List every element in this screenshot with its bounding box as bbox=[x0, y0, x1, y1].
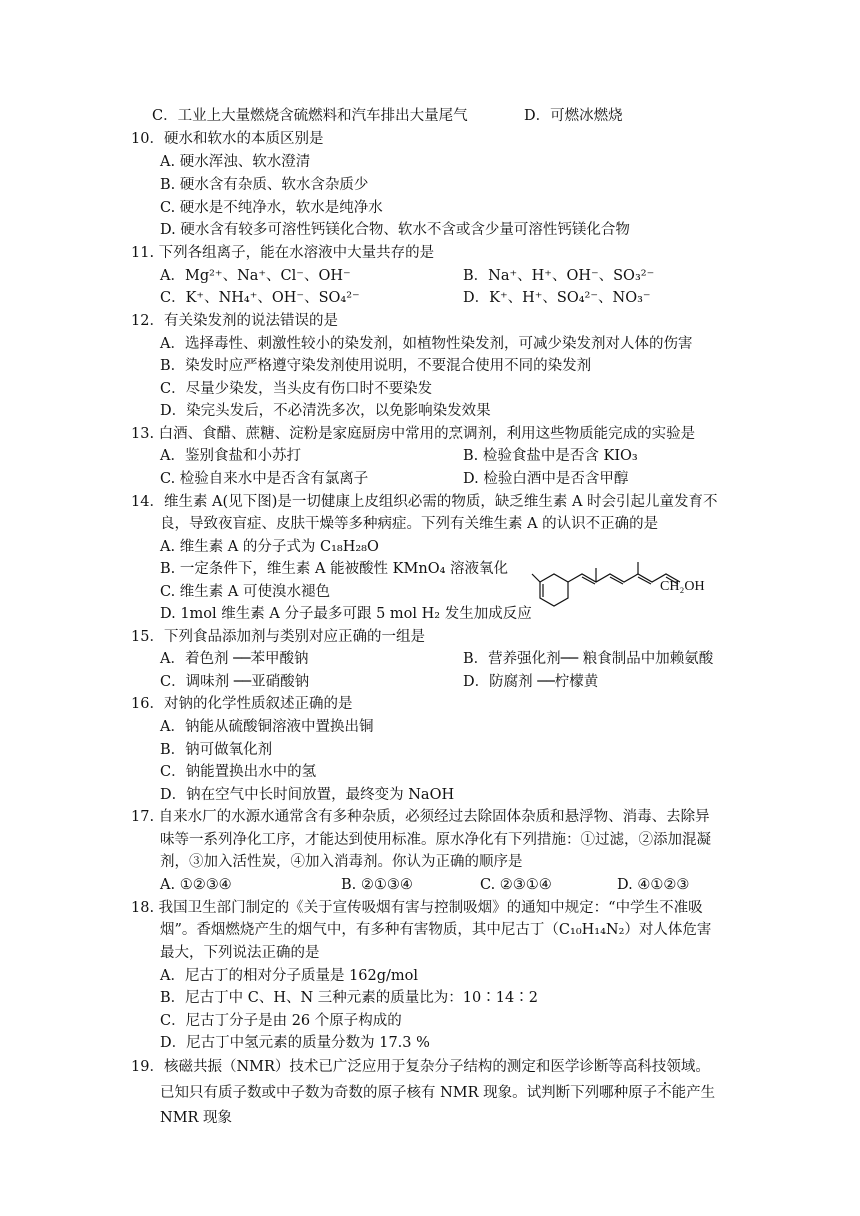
q13-option-c: C. 检验自来水中是否含有氯离子 bbox=[160, 471, 369, 487]
q16-option-d: D．钠在空气中长时间放置，最终变为 NaOH bbox=[160, 787, 455, 803]
q15-option-a: A．着色剂 ──苯甲酸钠 bbox=[160, 651, 309, 667]
cyclohexene-ring bbox=[540, 574, 568, 606]
q14-option-b: B. 一定条件下，维生素 A 能被酸性 KMnO₄ 溶液氧化 bbox=[160, 561, 508, 577]
q13-stem: 13. 白酒、食醋、蔗糖、淀粉是家庭厨房中常用的烹调剂，利用这些物质能完成的实验是 bbox=[131, 426, 696, 442]
q14-option-a: A. 维生素 A 的分子式为 C₁₈H₂₈O bbox=[160, 539, 379, 555]
q16-option-b: B．钠可做氧化剂 bbox=[160, 742, 273, 758]
q18-stem-line1: 18. 我国卫生部门制定的《关于宣传吸烟有害与控制吸烟》的通知中规定：“中学生不准吸 bbox=[131, 900, 703, 916]
q18-stem-line3: 最大，下列说法正确的是 bbox=[160, 945, 320, 961]
q10-option-b: B. 硬水含有杂质、软水含杂质少 bbox=[160, 177, 369, 193]
q17-option-d: D. ④①②③ bbox=[617, 877, 690, 893]
q17-option-b: B. ②①③④ bbox=[341, 877, 413, 893]
q13-option-d: D. 检验白酒中是否含甲醇 bbox=[463, 471, 629, 487]
q14-stem-line1: 14．维生素 A(见下图)是一切健康上皮组织必需的物质，缺乏维生素 A 时会引起儿童发育不 bbox=[131, 494, 718, 510]
q17-stem-line1: 17. 自来水厂的水源水通常含有多种杂质，必须经过去除固体杂质和悬浮物、消毒、去除异 bbox=[131, 809, 710, 825]
q11-option-b: B．Na⁺、H⁺、OH⁻、SO₃²⁻ bbox=[463, 268, 655, 284]
q11-option-c: C．K⁺、NH₄⁺、OH⁻、SO₄²⁻ bbox=[160, 290, 360, 306]
q12-option-a: A．选择毒性、刺激性较小的染发剂，如植物性染发剂，可减少染发剂对人体的伤害 bbox=[160, 336, 693, 352]
q9-option-c: C．工业上大量燃烧含硫燃料和汽车排出大量尾气 bbox=[152, 108, 468, 124]
q12-option-c: C．尽量少染发，当头皮有伤口时不要染发 bbox=[160, 381, 433, 397]
q19-stem-line1: 19．核磁共振（NMR）技术已广泛应用于复杂分子结构的测定和医学诊断等高科技领域。 bbox=[131, 1059, 710, 1075]
q11-option-a: A．Mg²⁺、Na⁺、Cl⁻、OH⁻ bbox=[160, 268, 351, 284]
q13-option-a: A．鉴别食盐和小苏打 bbox=[160, 448, 301, 464]
q16-stem: 16．对钠的化学性质叙述正确的是 bbox=[131, 696, 353, 712]
ch2oh-label: CH₂OH bbox=[660, 579, 705, 594]
q13-option-b: B. 检验食盐中是否含 KIO₃ bbox=[463, 448, 638, 464]
q14-option-c: C. 维生素 A 可使溴水褪色 bbox=[160, 584, 330, 600]
q19-stem-line2 bbox=[160, 1083, 715, 1103]
q9-option-d: D．可燃冰燃烧 bbox=[524, 108, 623, 124]
q17-stem-line2: 味等一系列净化工序，才能达到使用标准。原水净化有下列措施：①过滤，②添加混凝 bbox=[160, 832, 711, 848]
q10-option-d: D. 硬水含有较多可溶性钙镁化合物、软水不含或含少量可溶性钙镁化合物 bbox=[160, 222, 630, 238]
q19-stem-line2-start: 已知只有质子数或中子数为奇数的原子核有 NMR 现象。试判断下列哪种原子 bbox=[160, 1085, 658, 1101]
q15-option-d: D．防腐剂 ──柠檬黄 bbox=[463, 674, 599, 690]
q16-option-a: A．钠能从硫酸铜溶液中置换出铜 bbox=[160, 719, 374, 735]
q17-option-a: A. ①②③④ bbox=[160, 877, 232, 893]
q19-stem-line3: NMR 现象 bbox=[160, 1110, 233, 1126]
q17-stem-line3: 剂，③加入活性炭，④加入消毒剂。你认为正确的顺序是 bbox=[160, 854, 523, 870]
q15-option-b: B．营养强化剂── 粮食制品中加赖氨酸 bbox=[463, 651, 714, 667]
q10-stem: 10．硬水和软水的本质区别是 bbox=[131, 131, 324, 147]
vitamin-a-structure bbox=[526, 560, 716, 624]
q12-stem: 12．有关染发剂的说法错误的是 bbox=[131, 313, 338, 329]
q15-stem: 15．下列食品添加剂与类别对应正确的一组是 bbox=[131, 629, 425, 645]
q14-option-d: D. 1mol 维生素 A 分子最多可跟 5 mol H₂ 发生加成反应 bbox=[160, 606, 532, 622]
q11-option-d: D．K⁺、H⁺、SO₄²⁻、NO₃⁻ bbox=[463, 290, 651, 306]
q18-option-c: C．尼古丁分子是由 26 个原子构成的 bbox=[160, 1013, 402, 1029]
q18-option-d: D．尼古丁中氢元素的质量分数为 17.3 % bbox=[160, 1035, 430, 1051]
q19-stem-line2-end: 能产生 bbox=[671, 1085, 716, 1101]
q10-option-c: C. 硬水是不纯净水，软水是纯净水 bbox=[160, 200, 383, 216]
q18-option-b: B．尼古丁中 C、H、N 三种元素的质量比为：10∶14∶2 bbox=[160, 990, 538, 1006]
q15-option-c: C．调味剂 ──亚硝酸钠 bbox=[160, 674, 310, 690]
q17-option-c: C. ②③①④ bbox=[480, 877, 552, 893]
q11-stem: 11. 下列各组离子，能在水溶液中大量共存的是 bbox=[131, 245, 435, 261]
q16-option-c: C．钠能置换出水中的氢 bbox=[160, 764, 317, 780]
q19-emphasis-not: 不 bbox=[657, 1085, 672, 1101]
q10-option-a: A. 硬水浑浊、软水澄清 bbox=[160, 154, 311, 170]
q12-option-d: D．染完头发后，不必清洗多次，以免影响染发效果 bbox=[160, 403, 491, 419]
q14-stem-line2: 良，导致夜盲症、皮肤干燥等多种病症。下列有关维生素 A 的认识不正确的是 bbox=[160, 516, 659, 532]
q18-stem-line2: 烟”。香烟燃烧产生的烟气中，有多种有害物质，其中尼古丁（C₁₀H₁₄N₂）对人体危害 bbox=[160, 922, 712, 938]
q18-option-a: A．尼古丁的相对分子质量是 162g/mol bbox=[160, 968, 419, 984]
q12-option-b: B．染发时应严格遵守染发剂使用说明，不要混合使用不同的染发剂 bbox=[160, 358, 592, 374]
